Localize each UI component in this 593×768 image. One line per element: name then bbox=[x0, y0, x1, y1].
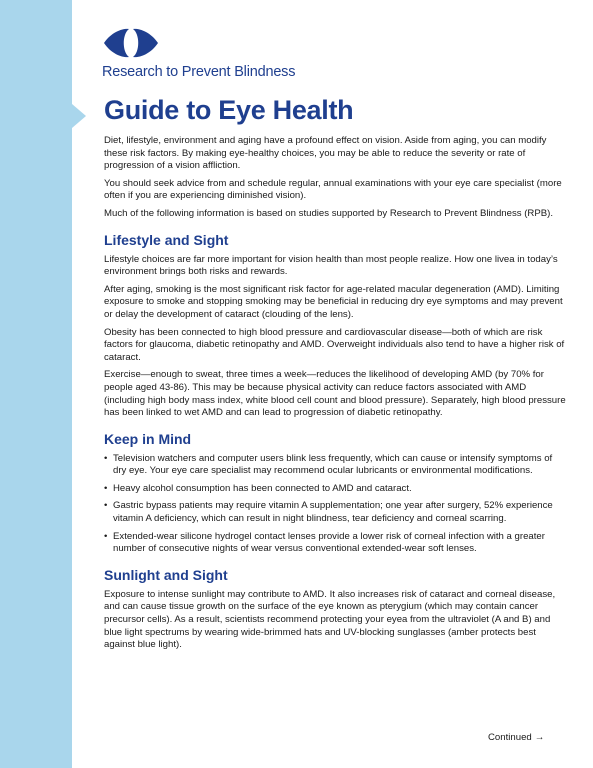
intro-paragraph: You should seek advice from and schedule regular, annual examinations with your eye care specialist (more often if you are experiencing diminished vision). bbox=[104, 177, 562, 202]
list-item bbox=[104, 483, 566, 496]
arrow-right-icon: → bbox=[534, 732, 545, 743]
list-item bbox=[104, 500, 566, 525]
intro-paragraph: Much of the following information is based on studies supported by Research to Prevent Blindness (RPB). bbox=[104, 207, 554, 219]
keep-in-mind-list bbox=[104, 453, 566, 556]
intro-paragraph: Diet, lifestyle, environment and aging have a profound effect on vision. Aside from aging, you can modify these risk factors. By making eye-healthy choices, you may be able to reduce the severity or rate of progression of a vision affliction. bbox=[104, 135, 547, 172]
list-item bbox=[104, 453, 566, 478]
list-item-text: Television watchers and computer users blink less frequently, which can cause or intensify symptoms of dry eye. Your eye care specialist may recommend ocular lubricants or environmental modifications. bbox=[113, 452, 553, 477]
lifestyle-paragraph: Lifestyle choices are far more important for vision health than most people realize. How one livea in today’s environment brings both risks and rewards. bbox=[104, 253, 558, 278]
bullet-icon: • bbox=[104, 482, 108, 494]
sidebar-notch bbox=[72, 104, 86, 128]
sidebar-band bbox=[0, 0, 72, 768]
lifestyle-paragraph: Obesity has been connected to high blood pressure and cardiovascular disease—both of which are risk factors for glaucoma, diabetic retinopathy and AMD. Overweight individuals also tend to have a higher risk of cataract. bbox=[104, 326, 565, 363]
section-heading-sunlight: Sunlight and Sight bbox=[104, 566, 228, 583]
list-item-text: Extended-wear silicone hydrogel contact lenses provide a lower risk of corneal infection with a greater number of consecutive nights of wear versus conventional extended-wear soft lenses. bbox=[113, 530, 545, 555]
eye-logo-icon bbox=[102, 26, 160, 60]
list-item bbox=[104, 531, 566, 556]
list-item-text: Heavy alcohol consumption has been connected to AMD and cataract. bbox=[113, 482, 412, 494]
org-name: Research to Prevent Blindness bbox=[102, 64, 296, 80]
continued-link[interactable] bbox=[488, 732, 544, 743]
page-title: Guide to Eye Health bbox=[104, 95, 354, 125]
lifestyle-paragraph: Exercise—enough to sweat, three times a week—reduces the likelihood of developing AMD (by 70% for people aged 43-86). This may be because physical activity can reduce factors associated with AMD (including high body mass index, white blood cell count and blood pressure). Separately, high blood pressure has been linked to wet AMD and can lead to progression of diabetic retinopathy. bbox=[104, 369, 566, 419]
continued-label: Continued bbox=[488, 732, 532, 743]
main-content bbox=[104, 95, 566, 657]
bullet-icon: • bbox=[104, 530, 108, 542]
list-item-text: Gastric bypass patients may require vitamin A supplementation; one year after surgery, 52% experience vitamin A deficiency, which can result in night blindness, tear deficiency and corneal scarring. bbox=[113, 500, 553, 525]
section-heading-keep-in-mind: Keep in Mind bbox=[104, 430, 192, 447]
section-heading-lifestyle: Lifestyle and Sight bbox=[104, 231, 229, 248]
bullet-icon: • bbox=[104, 500, 108, 512]
lifestyle-paragraph: After aging, smoking is the most significant risk factor for age-related macular degeneration (AMD). Limiting exposure to smoke and stopping smoking may be beneficial in reducing dry eye symptoms and may prevent or delay the development of cataract (clouding of the lens). bbox=[104, 283, 563, 320]
sunlight-paragraph: Exposure to intense sunlight may contribute to AMD. It also increases risk of cataract and corneal disease, and can cause tissue growth on the surface of the eye known as pterygium (which may contain cancer precursor cells). As a result, scientists recommend protecting your eyea from the ultraviolet (A and B) and blue light spectrums by wearing wide-brimmed hats and UV-blocking sunglasses (amber protects best against blue light). bbox=[104, 588, 556, 651]
bullet-icon: • bbox=[104, 452, 108, 464]
